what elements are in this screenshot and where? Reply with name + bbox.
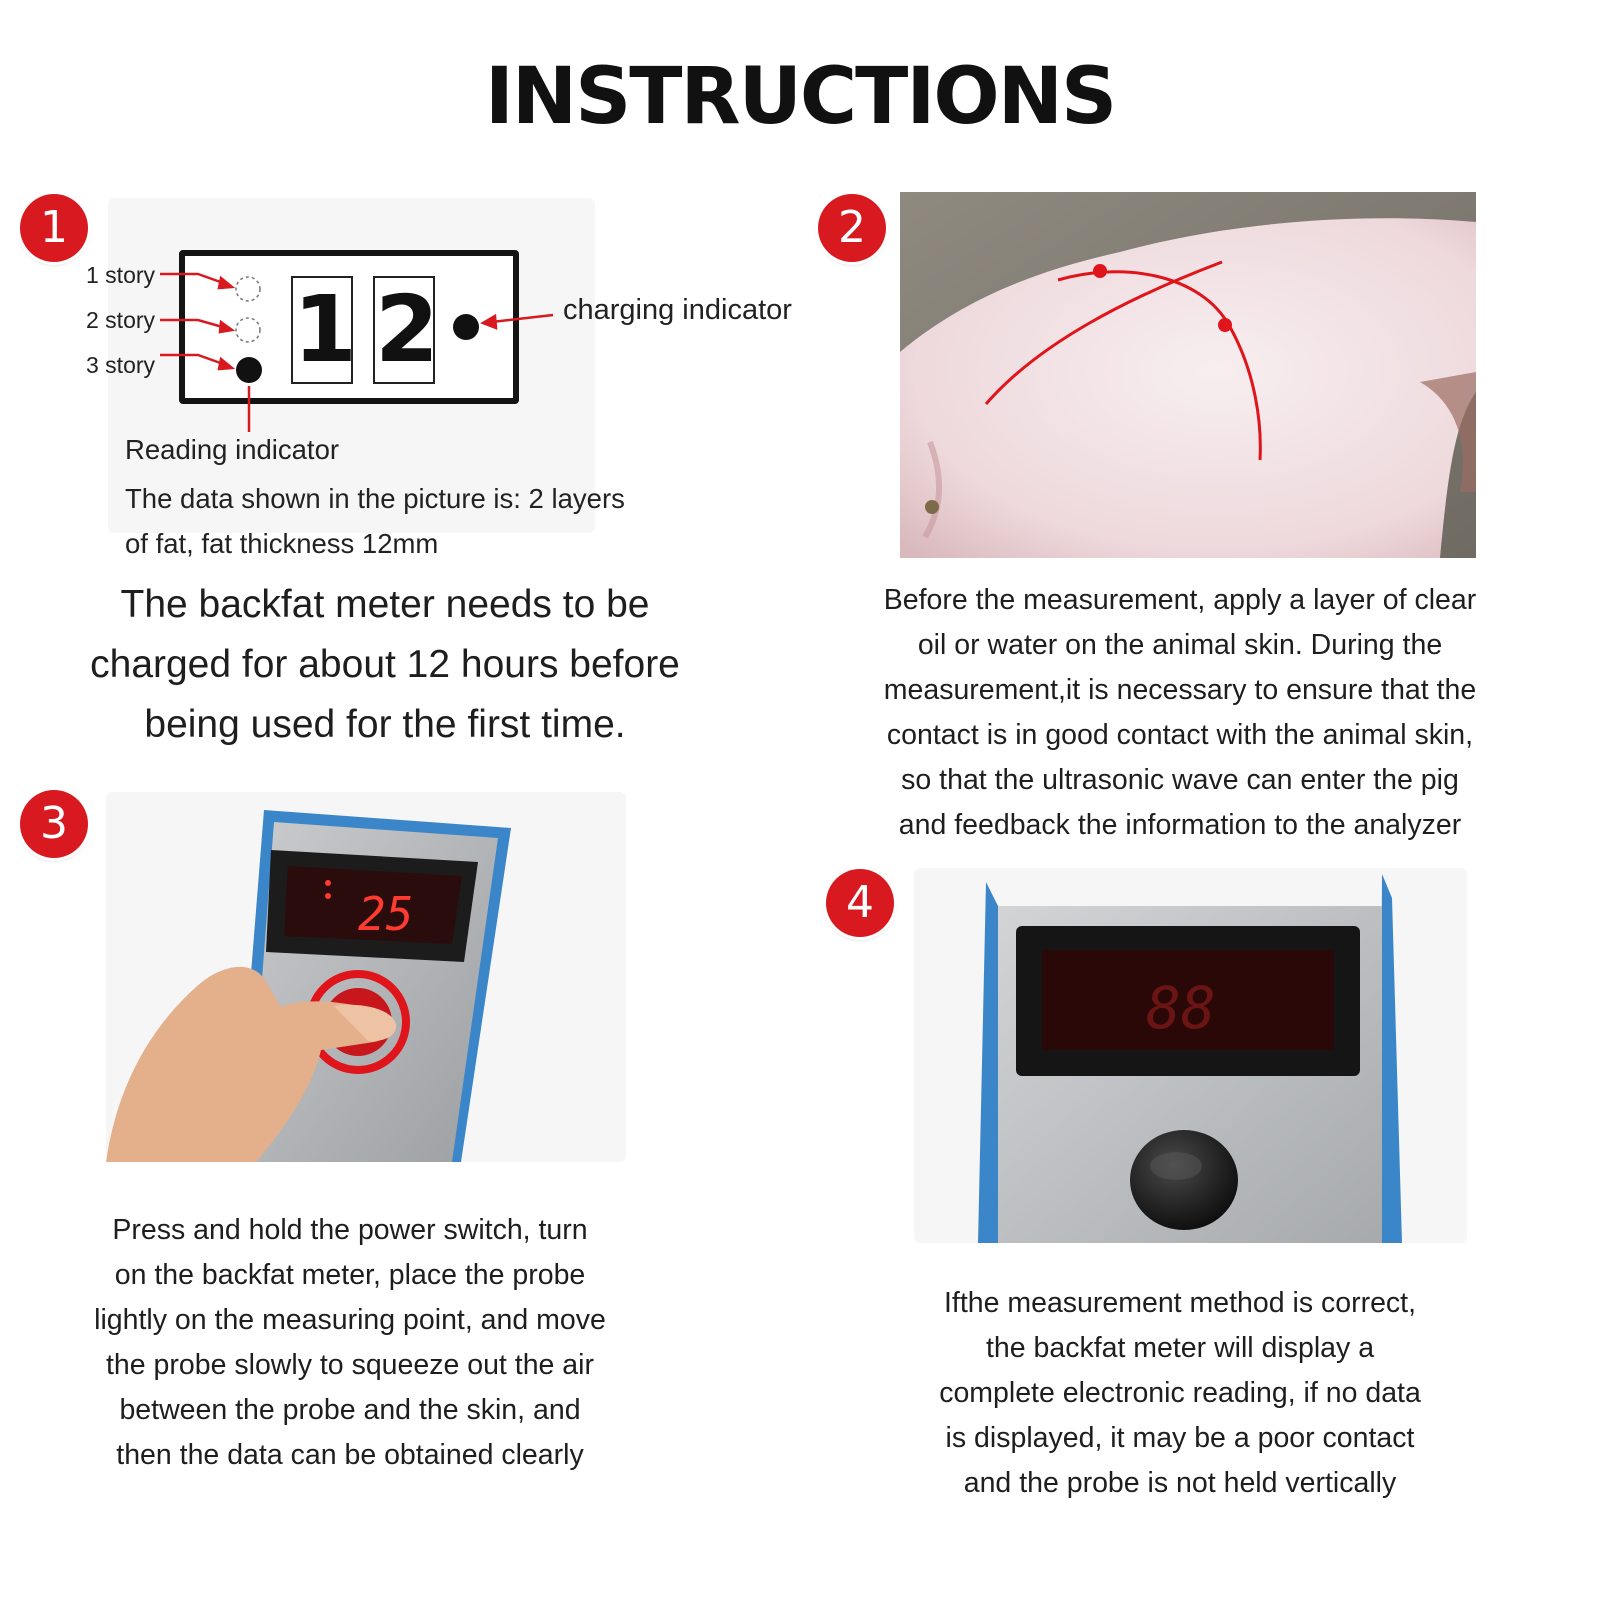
story-3-lamp — [236, 357, 262, 383]
caption-line: complete electronic reading, if no data — [939, 1377, 1421, 1409]
note-line: The data shown in the picture is: 2 layers — [125, 483, 625, 514]
caption-line: lightly on the measuring point, and move — [94, 1304, 606, 1336]
caption-line: and the probe is not held vertically — [963, 1467, 1397, 1499]
reading-indicator-label: Reading indicator — [125, 434, 340, 465]
step-3-badge: 3 — [20, 790, 88, 858]
caption-line: and feedback the information to the analyzer — [898, 809, 1462, 841]
caption-line: the backfat meter will display a — [985, 1332, 1375, 1364]
step-1-note — [125, 476, 625, 566]
caption-line: then the data can be obtained clearly — [116, 1439, 584, 1471]
digit-ones: 2 — [375, 276, 440, 383]
caption-line: between the probe and the skin, and — [119, 1394, 581, 1426]
caption-line: being used for the first time. — [144, 703, 626, 746]
step-4-caption — [850, 1281, 1510, 1506]
pig-photo — [900, 192, 1476, 558]
caption-line: so that the ultrasonic wave can enter the pig — [901, 764, 1459, 796]
story-1-label: 1 story — [86, 262, 156, 288]
step-2-badge: 2 — [818, 194, 886, 262]
story-1-lamp — [236, 277, 260, 301]
caption-line: the probe slowly to squeeze out the air — [106, 1349, 594, 1381]
caption-line: The backfat meter needs to be — [120, 583, 650, 626]
caption-line: on the backfat meter, place the probe — [114, 1259, 586, 1291]
note-line: of fat, fat thickness 12mm — [125, 528, 439, 559]
meter-reading: 25 — [358, 887, 414, 941]
step-1-caption — [40, 575, 730, 755]
caption-line: Before the measurement, apply a layer of clear — [883, 584, 1477, 616]
caption-line: charged for about 12 hours before — [90, 643, 680, 686]
digit-tens: 1 — [293, 276, 358, 383]
story-2-label: 2 story — [86, 307, 156, 333]
caption-line: Ifthe measurement method is correct, — [943, 1287, 1417, 1319]
caption-line: oil or water on the animal skin. During the — [917, 629, 1443, 661]
step-2-caption — [850, 578, 1510, 848]
measuring-point — [1093, 264, 1107, 278]
charging-indicator-label: charging indicator — [563, 294, 792, 326]
caption-line: contact is in good contact with the animal skin, — [886, 719, 1474, 751]
story-2-lamp — [236, 318, 260, 342]
measuring-point — [1218, 318, 1232, 332]
step-3-caption — [40, 1208, 660, 1478]
caption-line: Press and hold the power switch, turn — [112, 1214, 588, 1246]
meter-photo-hand — [106, 792, 626, 1162]
story-3-label: 3 story — [86, 352, 156, 378]
caption-line: measurement,it is necessary to ensure that the — [883, 674, 1477, 706]
meter-photo-front — [914, 868, 1467, 1243]
step-1-badge: 1 — [20, 194, 88, 262]
page-title: INSTRUCTIONS — [484, 52, 1116, 142]
meter-reading: 88 — [1146, 974, 1216, 1042]
step-4-badge: 4 — [826, 869, 894, 937]
caption-line: is displayed, it may be a poor contact — [945, 1422, 1415, 1454]
charging-indicator-dot — [453, 314, 479, 340]
display-annotations — [0, 0, 820, 470]
